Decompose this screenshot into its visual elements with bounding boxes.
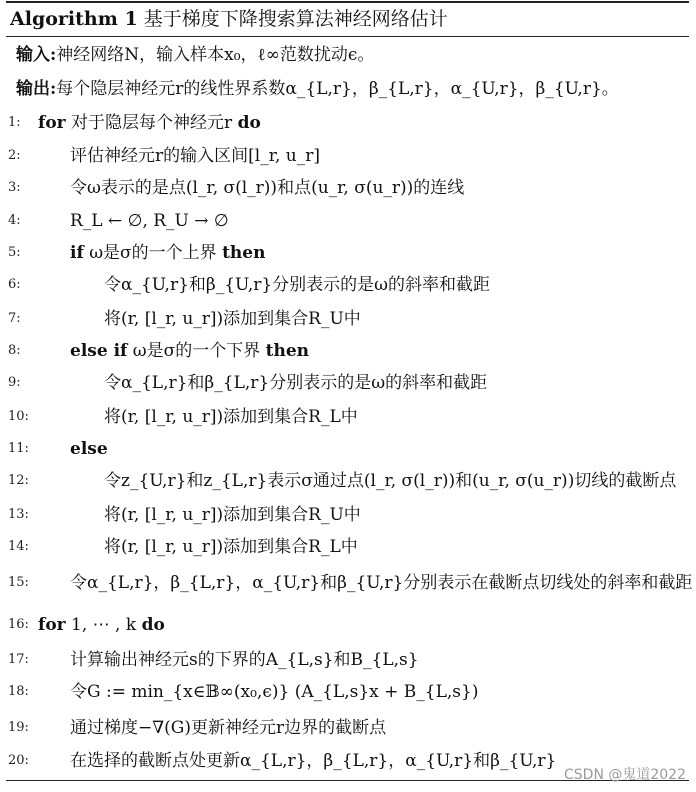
line-number: 5:: [8, 245, 21, 260]
line-code: [70, 141, 320, 171]
algorithm-line: [0, 336, 690, 366]
line-code: [70, 173, 464, 203]
line-code: [70, 434, 108, 464]
algorithm-line: [0, 466, 690, 496]
keyword: for: [38, 615, 66, 635]
algorithm-line: [0, 713, 690, 743]
output-label: 输出:: [16, 79, 57, 99]
line-number: 16:: [8, 617, 29, 632]
algorithm-line: [0, 402, 690, 432]
algorithm-line: [0, 677, 690, 707]
algorithm-line: [0, 434, 690, 464]
keyword: else: [70, 439, 108, 459]
algorithm-label: Algorithm 1: [10, 8, 138, 30]
line-number: 12:: [8, 473, 29, 488]
line-text: ω是σ的一个下界: [132, 341, 261, 361]
line-code: [70, 746, 556, 776]
line-number: 17:: [8, 652, 29, 667]
algorithm-line: [0, 500, 690, 530]
line-code: [70, 238, 265, 268]
line-text: 令α_{U,r}和β_{U,r}分别表示的是ω的斜率和截距: [104, 275, 491, 295]
line-number: 18:: [8, 684, 29, 699]
keyword-end: do: [237, 113, 261, 133]
line-text: 将(r, [l_r, u_r])添加到集合R_L中: [104, 407, 358, 427]
algorithm-line: [0, 141, 690, 171]
algorithm-line: [0, 610, 690, 640]
line-code: [70, 713, 386, 743]
line-text: R_L ← ∅, R_U → ∅: [70, 211, 229, 231]
line-code: [38, 108, 261, 138]
line-number: 14:: [8, 539, 29, 554]
line-code: [104, 304, 361, 334]
line-number: 4:: [8, 213, 21, 228]
line-text: 令α_{L,r}和β_{L,r}分别表示的是ω的斜率和截距: [104, 373, 488, 393]
line-text: 在选择的截断点处更新α_{L,r}，β_{L,r}，α_{U,r}和β_{U,r}: [70, 751, 557, 771]
algorithm-line: [0, 568, 693, 598]
line-text: 将(r, [l_r, u_r])添加到集合R_U中: [104, 505, 361, 525]
line-code: [38, 610, 165, 640]
algorithm-line: [0, 270, 690, 300]
line-code: [70, 677, 478, 707]
line-number: 20:: [8, 753, 29, 768]
line-text: 对于隐层每个神经元r: [71, 113, 233, 133]
line-text: ω是σ的一个上界: [89, 243, 217, 263]
input-label: 输入:: [16, 45, 57, 65]
line-code: [70, 336, 309, 366]
line-number: 10:: [8, 409, 29, 424]
line-text: 令z_{U,r}和z_{L,r}表示σ通过点(l_r, σ(l_r))和(u_r, σ(u_r))切线的截断点: [104, 471, 677, 491]
algorithm-title: 基于梯度下降搜索算法神经网络估计: [143, 8, 448, 30]
input-text: 神经网络N，输入样本x₀，ℓ∞范数扰动ϵ。: [56, 45, 375, 65]
line-text: 将(r, [l_r, u_r])添加到集合R_L中: [104, 537, 358, 557]
line-code: [70, 206, 229, 236]
watermark: CSDN @鬼道2022: [564, 767, 686, 783]
algorithm-line: [0, 206, 690, 236]
line-code: [104, 532, 358, 562]
top-rule: [6, 1, 689, 3]
line-number: 13:: [8, 507, 29, 522]
line-text: 将(r, [l_r, u_r])添加到集合R_U中: [104, 309, 361, 329]
line-number: 15:: [8, 575, 29, 590]
line-text: 通过梯度−∇(G)更新神经元r边界的截断点: [70, 718, 387, 738]
keyword: else if: [70, 341, 128, 361]
line-code: [70, 645, 419, 675]
output-text: 每个隐层神经元r的线性界系数α_{L,r}，β_{L,r}，α_{U,r}，β_{U,r}。: [56, 79, 619, 99]
algorithm-line: [0, 645, 690, 675]
line-text: 1, ⋯ , k: [71, 615, 137, 635]
keyword-end: then: [222, 243, 266, 263]
output-line: [16, 74, 619, 99]
line-number: 3:: [8, 180, 21, 195]
keyword: if: [70, 243, 84, 263]
input-line: [16, 40, 374, 65]
algorithm-line: [0, 368, 690, 398]
line-text: 令G := min_{x∈𝔹∞(x₀,ϵ)} (A_{L,s}x + B_{L,s}): [70, 682, 479, 702]
line-code: [104, 500, 361, 530]
line-number: 6:: [8, 277, 21, 292]
line-code: [70, 568, 692, 598]
algorithm-line: [0, 304, 690, 334]
line-code: [104, 466, 676, 496]
line-number: 7:: [8, 311, 21, 326]
line-text: 评估神经元r的输入区间[l_r, u_r]: [70, 146, 320, 166]
keyword-end: then: [265, 341, 310, 361]
keyword: for: [38, 113, 66, 133]
algorithm-line: [0, 238, 690, 268]
line-text: 计算输出神经元s的下界的A_{L,s}和B_{L,s}: [70, 650, 419, 670]
line-text: 令ω表示的是点(l_r, σ(l_r))和点(u_r, σ(u_r))的连线: [70, 178, 465, 198]
line-code: [104, 402, 358, 432]
line-number: 9:: [8, 375, 21, 390]
line-code: [104, 270, 490, 300]
header-rule: [6, 36, 689, 37]
line-number: 19:: [8, 720, 29, 735]
algorithm-line: [0, 173, 690, 203]
line-number: 1:: [8, 115, 21, 130]
keyword-end: do: [141, 615, 165, 635]
line-number: 2:: [8, 148, 21, 163]
line-text: 令α_{L,r}，β_{L,r}，α_{U,r}和β_{U,r}分别表示在截断点切线处的斜率和截距: [70, 573, 693, 593]
algorithm-line: [0, 108, 690, 138]
algorithm-header: [10, 4, 448, 34]
line-number: 11:: [8, 441, 29, 456]
line-number: 8:: [8, 343, 21, 358]
line-code: [104, 368, 487, 398]
algorithm-line: [0, 532, 690, 562]
